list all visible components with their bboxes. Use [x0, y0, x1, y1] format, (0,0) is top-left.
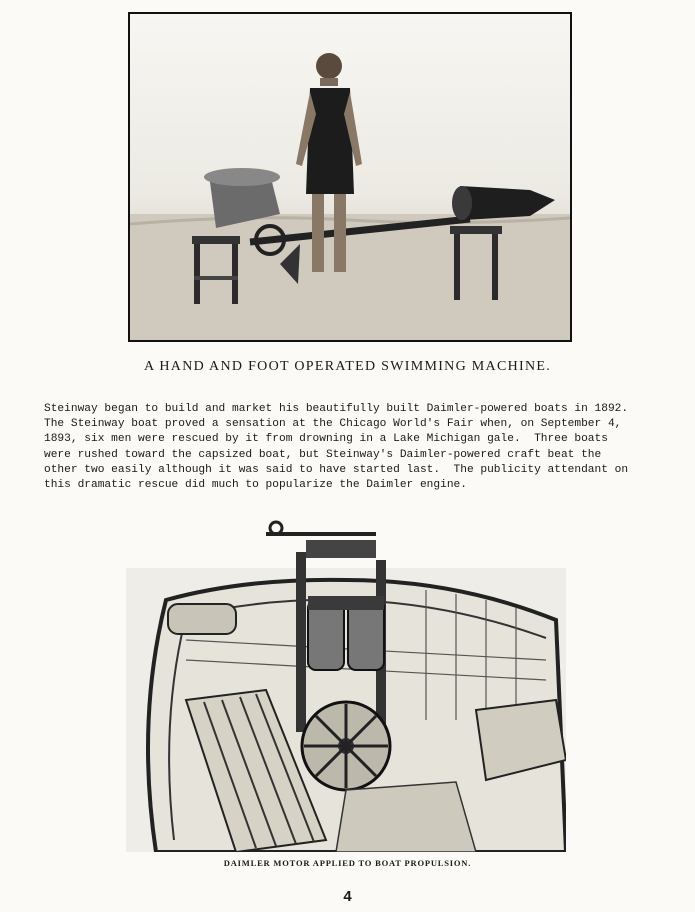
- swimming-machine-photo: [128, 12, 572, 342]
- body-line: 1893, six men were rescued by it from drowning in a Lake Michigan gale. Three boats: [44, 433, 608, 446]
- body-line: other two easily although it was said to have started last. The publicity attendant on: [44, 463, 629, 476]
- daimler-motor-boat-engraving: [126, 520, 566, 852]
- body-line: this dramatic rescue did much to popularize the Daimler engine.: [44, 479, 467, 492]
- figure-2-caption: DAIMLER MOTOR APPLIED TO BOAT PROPULSION.: [223, 858, 472, 868]
- page-number: 4: [343, 888, 352, 905]
- body-line: Steinway began to build and market his beautifully built Daimler-powered boats in 1892.: [44, 403, 629, 415]
- body-line: The Steinway boat proved a sensation at the Chicago World's Fair when, on September 4,: [44, 418, 622, 431]
- figure-1-caption: A HAND AND FOOT OPERATED SWIMMING MACHINE.: [143, 359, 552, 374]
- body-paragraph: [44, 402, 664, 493]
- body-line: were rushed toward the capsized boat, but Steinway's Daimler-powered craft beat the: [44, 448, 602, 461]
- swimming-machine-illustration: [130, 14, 570, 340]
- daimler-motor-boat-illustration: [126, 520, 566, 852]
